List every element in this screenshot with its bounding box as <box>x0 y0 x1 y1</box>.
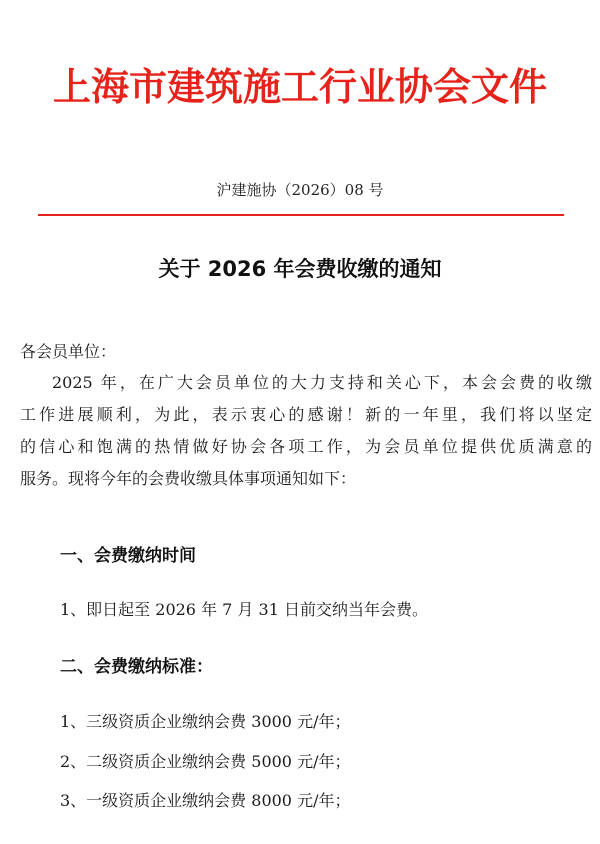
fee-standard-item: 3、一级资质企业缴纳会费 8000 元/年； <box>60 791 351 810</box>
issuing-organization-header: 上海市建筑施工行业协会文件 <box>52 64 547 109</box>
salutation: 各会员单位： <box>20 342 117 361</box>
red-divider-line <box>38 214 564 216</box>
payment-time-item: 1、即日起至 2026 年 7 月 31 日前交纳当年会费。 <box>60 600 428 619</box>
intro-line: 的信心和饱满的热情做好协会各项工作，为会员单位提供优质满意的 <box>20 437 592 456</box>
section-heading-payment-time: 一、会费缴纳时间 <box>60 546 196 566</box>
fee-standard-item: 1、三级资质企业缴纳会费 3000 元/年； <box>60 712 351 731</box>
intro-line: 工作进展顺利，为此，表示衷心的感谢！新的一年里，我们将以坚定 <box>20 405 592 424</box>
fee-standard-item: 2、二级资质企业缴纳会费 5000 元/年； <box>60 752 351 771</box>
document-number: 沪建施协（2026）08 号 <box>216 181 384 199</box>
section-heading-fee-standard: 二、会费缴纳标准： <box>60 657 213 677</box>
intro-line: 服务。现将今年的会费收缴具体事项通知如下： <box>20 469 357 488</box>
intro-paragraph <box>20 367 592 495</box>
notice-title: 关于 2026 年会费收缴的通知 <box>158 257 442 281</box>
intro-line: 2025 年，在广大会员单位的大力支持和关心下，本会会费的收缴 <box>52 373 592 392</box>
